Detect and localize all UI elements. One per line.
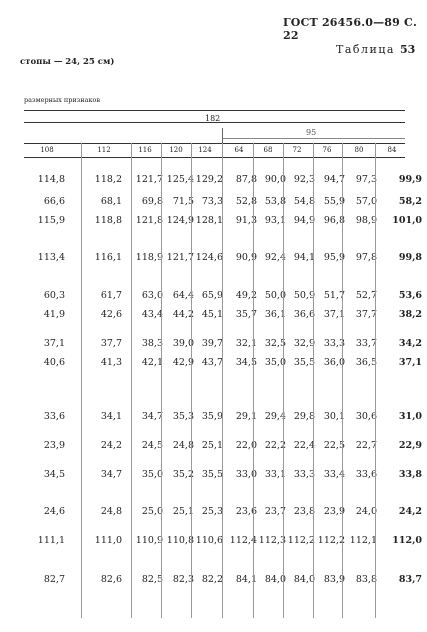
table-cell: 111,1 <box>37 535 65 546</box>
table-cell: 33,6 <box>43 411 65 422</box>
table-cell: 37,7 <box>355 309 377 320</box>
column-divider <box>131 143 132 618</box>
table-cell: 92,3 <box>293 174 315 185</box>
column-note: размерных признаков <box>24 96 101 104</box>
table-cell: 65,9 <box>201 290 223 301</box>
table-cell: 61,7 <box>100 290 122 301</box>
table-cell: 101,0 <box>392 215 422 226</box>
table-cell: 125,4 <box>166 174 194 185</box>
table-cell: 30,1 <box>323 411 345 422</box>
table-cell: 37,7 <box>100 338 122 349</box>
table-cell: 66,6 <box>43 196 65 207</box>
table-cell: 53,8 <box>264 196 286 207</box>
table-cell: 51,7 <box>323 290 345 301</box>
table-cell: 124,6 <box>195 252 223 263</box>
table-cell: 24,2 <box>398 506 422 517</box>
table-cell: 35,3 <box>172 411 194 422</box>
table-cell: 49,2 <box>235 290 257 301</box>
column-header: 76 <box>322 146 332 154</box>
table-cell: 24,8 <box>100 506 122 517</box>
table-cell: 118,8 <box>94 215 122 226</box>
table-cell: 40,6 <box>43 357 65 368</box>
table-cell: 113,4 <box>37 252 65 263</box>
table-cell: 84,1 <box>235 574 257 585</box>
table-cell: 36,0 <box>323 357 345 368</box>
table-cell: 83,9 <box>323 574 345 585</box>
table-cell: 57,0 <box>355 196 377 207</box>
subgroup-rule <box>222 138 405 139</box>
table-caption <box>336 43 415 56</box>
column-header: 120 <box>169 146 183 154</box>
table-cell: 60,3 <box>43 290 65 301</box>
column-divider <box>191 143 192 618</box>
table-cell: 37,1 <box>398 357 422 368</box>
table-cell: 25,1 <box>172 506 194 517</box>
table-cell: 111,0 <box>94 535 122 546</box>
column-header: 124 <box>198 146 212 154</box>
table-cell: 90,9 <box>235 252 257 263</box>
table-cell: 68,1 <box>100 196 122 207</box>
table-cell: 45,1 <box>201 309 223 320</box>
table-cell: 91,3 <box>235 215 257 226</box>
column-header: 112 <box>97 146 111 154</box>
table-cell: 33,3 <box>293 469 315 480</box>
table-cell: 35,9 <box>201 411 223 422</box>
table-cell: 94,9 <box>293 215 315 226</box>
table-cell: 121,8 <box>135 215 163 226</box>
table-cell: 124,9 <box>166 215 194 226</box>
group-value-182: 182 <box>205 114 221 123</box>
table-cell: 35,0 <box>264 357 286 368</box>
table-cell: 99,9 <box>398 174 422 185</box>
table-cell: 55,9 <box>323 196 345 207</box>
table-cell: 22,9 <box>398 440 422 451</box>
column-divider <box>375 143 376 618</box>
table-word: Таблица <box>336 43 395 56</box>
column-divider <box>283 143 284 618</box>
column-header: 72 <box>292 146 302 154</box>
table-cell: 34,2 <box>398 338 422 349</box>
column-header: 84 <box>387 146 397 154</box>
table-cell: 23,9 <box>43 440 65 451</box>
table-cell: 129,2 <box>195 174 223 185</box>
column-header: 68 <box>263 146 273 154</box>
table-cell: 121,7 <box>166 252 194 263</box>
column-divider <box>342 143 343 618</box>
table-cell: 42,6 <box>100 309 122 320</box>
standard-header: ГОСТ 26456.0—89 С. 22 <box>283 16 418 42</box>
table-cell: 128,1 <box>195 215 223 226</box>
table-cell: 38,3 <box>141 338 163 349</box>
table-cell: 34,5 <box>235 357 257 368</box>
table-cell: 94,7 <box>323 174 345 185</box>
table-cell: 42,9 <box>172 357 194 368</box>
table-cell: 25,0 <box>141 506 163 517</box>
table-cell: 30,6 <box>355 411 377 422</box>
table-cell: 112,1 <box>349 535 377 546</box>
table-cell: 63,0 <box>141 290 163 301</box>
group-value-95: 95 <box>306 128 317 137</box>
table-cell: 84,0 <box>264 574 286 585</box>
table-cell: 87,8 <box>235 174 257 185</box>
table-cell: 64,4 <box>172 290 194 301</box>
table-cell: 118,2 <box>94 174 122 185</box>
table-cell: 35,5 <box>201 469 223 480</box>
table-cell: 37,1 <box>323 309 345 320</box>
table-cell: 29,4 <box>264 411 286 422</box>
table-cell: 33,1 <box>264 469 286 480</box>
table-cell: 54,8 <box>293 196 315 207</box>
table-cell: 94,1 <box>293 252 315 263</box>
table-cell: 82,7 <box>43 574 65 585</box>
table-cell: 34,7 <box>141 411 163 422</box>
table-cell: 24,2 <box>100 440 122 451</box>
table-cell: 39,7 <box>201 338 223 349</box>
table-cell: 22,7 <box>355 440 377 451</box>
table-cell: 34,1 <box>100 411 122 422</box>
table-cell: 23,8 <box>293 506 315 517</box>
table-cell: 35,2 <box>172 469 194 480</box>
table-cell: 82,3 <box>172 574 194 585</box>
table-cell: 35,5 <box>293 357 315 368</box>
table-cell: 24,0 <box>355 506 377 517</box>
table-cell: 50,9 <box>293 290 315 301</box>
column-divider <box>161 143 162 618</box>
table-cell: 24,8 <box>172 440 194 451</box>
column-header: 116 <box>138 146 152 154</box>
table-cell: 29,1 <box>235 411 257 422</box>
table-cell: 35,0 <box>141 469 163 480</box>
table-cell: 83,7 <box>398 574 422 585</box>
table-cell: 90,0 <box>264 174 286 185</box>
table-cell: 116,1 <box>94 252 122 263</box>
table-cell: 98,9 <box>355 215 377 226</box>
table-cell: 24,5 <box>141 440 163 451</box>
table-cell: 82,5 <box>141 574 163 585</box>
table-cell: 93,1 <box>264 215 286 226</box>
table-cell: 37,1 <box>43 338 65 349</box>
table-cell: 32,5 <box>264 338 286 349</box>
table-cell: 92,4 <box>264 252 286 263</box>
table-cell: 53,6 <box>398 290 422 301</box>
table-cell: 36,5 <box>355 357 377 368</box>
column-divider <box>313 143 314 618</box>
column-header: 80 <box>354 146 364 154</box>
table-cell: 50,0 <box>264 290 286 301</box>
table-cell: 36,6 <box>293 309 315 320</box>
table-cell: 33,4 <box>323 469 345 480</box>
table-cell: 52,8 <box>235 196 257 207</box>
table-cell: 33,6 <box>355 469 377 480</box>
table-cell: 42,1 <box>141 357 163 368</box>
table-cell: 58,2 <box>398 196 422 207</box>
top-rule <box>24 110 405 111</box>
table-cell: 33,3 <box>323 338 345 349</box>
table-cell: 82,2 <box>201 574 223 585</box>
table-cell: 36,1 <box>264 309 286 320</box>
table-cell: 22,2 <box>264 440 286 451</box>
table-cell: 112,3 <box>258 535 286 546</box>
table-cell: 84,0 <box>293 574 315 585</box>
table-subtitle: стопы — 24, 25 см) <box>20 57 115 67</box>
table-cell: 22,4 <box>293 440 315 451</box>
table-cell: 112,4 <box>229 535 257 546</box>
column-divider <box>222 143 223 618</box>
table-cell: 22,0 <box>235 440 257 451</box>
table-cell: 115,9 <box>37 215 65 226</box>
table-cell: 41,3 <box>100 357 122 368</box>
column-divider <box>81 143 82 618</box>
table-cell: 41,9 <box>43 309 65 320</box>
table-cell: 112,2 <box>317 535 345 546</box>
table-cell: 110,8 <box>166 535 194 546</box>
table-cell: 43,7 <box>201 357 223 368</box>
table-cell: 23,7 <box>264 506 286 517</box>
table-cell: 33,8 <box>398 469 422 480</box>
table-cell: 25,3 <box>201 506 223 517</box>
column-header: 108 <box>40 146 54 154</box>
table-cell: 97,8 <box>355 252 377 263</box>
table-cell: 34,7 <box>100 469 122 480</box>
table-cell: 39,0 <box>172 338 194 349</box>
table-cell: 97,3 <box>355 174 377 185</box>
table-cell: 96,8 <box>323 215 345 226</box>
table-cell: 31,0 <box>398 411 422 422</box>
column-divider <box>253 143 254 618</box>
table-cell: 52,7 <box>355 290 377 301</box>
table-cell: 112,0 <box>392 535 422 546</box>
table-cell: 83,8 <box>355 574 377 585</box>
table-cell: 99,8 <box>398 252 422 263</box>
table-cell: 43,4 <box>141 309 163 320</box>
table-cell: 110,9 <box>135 535 163 546</box>
table-cell: 112,2 <box>287 535 315 546</box>
table-cell: 38,2 <box>398 309 422 320</box>
table-cell: 25,1 <box>201 440 223 451</box>
table-cell: 32,9 <box>293 338 315 349</box>
column-header: 64 <box>234 146 244 154</box>
table-number: 53 <box>399 43 416 56</box>
table-cell: 34,5 <box>43 469 65 480</box>
table-cell: 32,1 <box>235 338 257 349</box>
table-cell: 121,7 <box>135 174 163 185</box>
table-cell: 71,5 <box>172 196 194 207</box>
table-cell: 95,9 <box>323 252 345 263</box>
table-cell: 33,7 <box>355 338 377 349</box>
table-cell: 33,0 <box>235 469 257 480</box>
table-cell: 24,6 <box>43 506 65 517</box>
table-cell: 23,9 <box>323 506 345 517</box>
table-cell: 22,5 <box>323 440 345 451</box>
table-cell: 73,3 <box>201 196 223 207</box>
table-cell: 82,6 <box>100 574 122 585</box>
table-cell: 29,8 <box>293 411 315 422</box>
table-cell: 114,8 <box>37 174 65 185</box>
table-cell: 69,8 <box>141 196 163 207</box>
table-cell: 44,2 <box>172 309 194 320</box>
table-cell: 118,9 <box>135 252 163 263</box>
table-cell: 23,6 <box>235 506 257 517</box>
table-cell: 35,7 <box>235 309 257 320</box>
table-cell: 110,6 <box>195 535 223 546</box>
